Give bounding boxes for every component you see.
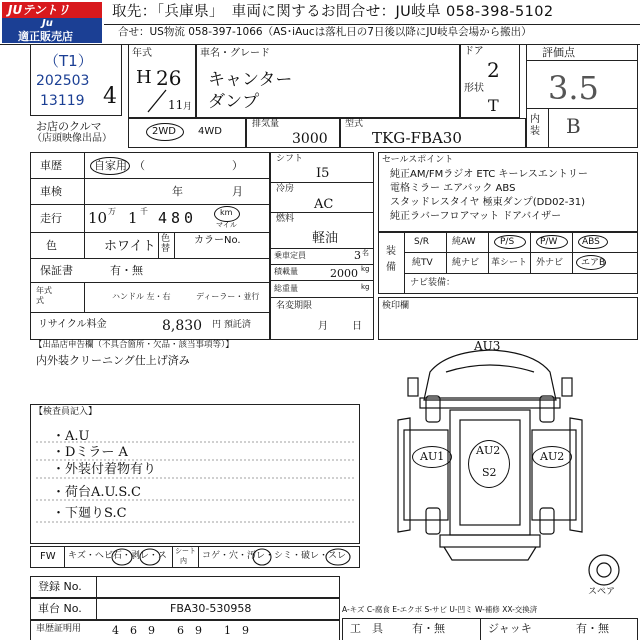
id-line3: 13119	[40, 93, 85, 109]
mileage-value1: 10	[88, 209, 108, 227]
history-paren-close: ）	[232, 159, 243, 172]
name-change-month: 月	[318, 321, 328, 332]
load-unit: kg	[361, 265, 370, 273]
equip-nav-label: ナビ装備：	[410, 278, 456, 288]
mileage-value3: 480	[158, 209, 198, 227]
interior-value: B	[566, 114, 581, 138]
equipment-label: 装備	[386, 246, 396, 273]
year-era: H	[136, 67, 152, 88]
spare-label: スペア	[588, 587, 616, 597]
capacity-label: 乗車定員	[274, 251, 306, 260]
color-label: 色	[46, 239, 57, 252]
load-label: 積載量	[274, 267, 298, 276]
shape-label: 形状	[464, 83, 484, 94]
checker-label: 検印欄	[382, 301, 410, 311]
equip-ps: P/S	[500, 237, 515, 247]
chassis-label: 車台 No.	[38, 602, 82, 615]
history-value: 自家用	[94, 159, 127, 172]
transmission-label: シフト	[276, 154, 304, 164]
inspector-line-1: ・A.U	[52, 429, 90, 444]
fuel-label: 燃料	[276, 214, 295, 224]
mileage-unit-km: km	[220, 208, 233, 217]
equip-tv: 純TV	[412, 258, 433, 268]
ac-label: 冷房	[276, 184, 295, 194]
mileage-man: 万	[108, 207, 116, 216]
name-line1: キャンター	[208, 70, 293, 90]
warranty-value: 有・無	[110, 264, 143, 277]
shape-value: T	[488, 96, 499, 115]
id-line2: 202503	[36, 73, 90, 89]
name-change-day: 日	[352, 321, 362, 332]
inspector-line-4: ・荷台A.U.S.C	[52, 485, 141, 500]
color-no-label: カラーNo.	[194, 235, 241, 246]
year-label: 年式	[132, 48, 152, 59]
equip-leather: 革シート	[491, 258, 528, 268]
inspection-month: 月	[232, 185, 243, 198]
logo-mid-text: Ju	[42, 18, 53, 29]
grade-label: 評価点	[542, 46, 575, 59]
equip-abs: ABS	[582, 237, 600, 247]
mark-center2: S2	[482, 466, 497, 479]
capacity-value: 3	[354, 249, 361, 262]
mark-center1: AU2	[476, 444, 501, 457]
tools-label: 工 具	[350, 622, 383, 635]
tools-value: 有・無	[412, 622, 445, 635]
history-paren-open: （	[134, 159, 145, 172]
color-change-label: 色替	[161, 234, 171, 254]
history-label: 車歴	[40, 159, 62, 172]
mark-left: AU1	[420, 450, 445, 463]
fuel-value: 軽油	[312, 231, 339, 246]
legend-text: A-キズ C-腐食 E-エクボ S-サビ U-凹ミ W-補修 XX-交換済	[342, 605, 538, 614]
id-line1: （T1）	[44, 52, 93, 70]
registration-label: 登録 No.	[38, 580, 82, 593]
sales-line-2: 電格ミラー エアバック ABS	[390, 183, 516, 194]
notes-text: 内外装クリーニング仕上げ済み	[36, 354, 190, 367]
year-month: 11	[168, 98, 184, 112]
dealer-text: ディーラー・並行	[196, 292, 260, 301]
warranty-label: 保証書	[40, 264, 73, 277]
doors-label: ドア	[464, 46, 484, 57]
equip-aw: 純AW	[452, 237, 476, 247]
color-value: ホワイト	[104, 239, 156, 254]
equip-pw: P/W	[540, 237, 558, 247]
strip-seat2: 内	[180, 557, 187, 565]
inspector-label: 【検査員記入】	[34, 407, 98, 417]
cert-digits: 4 6 9 6 9 1 9	[112, 624, 249, 637]
doors-value: 2	[487, 58, 500, 82]
logo-top-text: JUテントリ	[8, 3, 70, 17]
inspection-label: 車検	[40, 185, 62, 198]
gross-unit: kg	[361, 283, 370, 291]
displacement-label: 排気量	[252, 119, 280, 129]
sales-line-3: スタッドレスタイヤ 極東ダンプ(DD02-31)	[390, 197, 586, 208]
recycle-value: 8,830	[162, 318, 203, 334]
inspector-line-2: ・Dミラー A	[52, 445, 128, 460]
header-line1: 取先：「兵庫県」 車両に関するお問合せ：JU岐阜 058-398-5102	[112, 4, 554, 20]
store-label2: （店頭映像出品）	[32, 133, 112, 144]
displacement-value: 3000	[292, 131, 328, 147]
name-label: 車名・グレード	[200, 48, 270, 59]
equip-sr: S/R	[414, 237, 429, 247]
cert-label: 車歴証明用	[36, 624, 82, 634]
transmission-value: I5	[316, 166, 330, 181]
year-month-unit: 月	[183, 102, 193, 112]
jack-label: ジャッキ	[488, 622, 532, 635]
name-change-label: 名変期限	[276, 301, 313, 311]
logo-bottom-text: 適正販売店	[18, 30, 73, 43]
gross-label: 総重量	[274, 284, 298, 293]
header-line2: 合せ：US物流 058-397-1066（AS･iAucは落札日の7日後以降にJU岐阜会場から搬出）	[118, 26, 532, 38]
id-digit: 4	[103, 84, 117, 109]
equip-ext-navi: 外ナビ	[536, 258, 564, 268]
strip-text1: キズ・ヘビ石・剥レ・ス	[68, 551, 167, 561]
handle-text: ハンドル 左・右	[112, 292, 171, 301]
jack-value: 有・無	[576, 622, 609, 635]
mark-top: AU3	[474, 339, 501, 353]
grade-value: 3.5	[548, 69, 599, 107]
strip-seat1: シート	[175, 547, 196, 555]
sales-line-4: 純正ラバーフロアマット ドアバイザー	[390, 211, 562, 222]
inspection-year: 年	[172, 185, 183, 198]
recycle-label: リサイクル料金	[38, 319, 107, 330]
equip-airbag: エアB	[581, 258, 606, 268]
drive-opt2: 4WD	[198, 126, 222, 137]
drive-opt1: 2WD	[152, 126, 176, 137]
year-type-sub: 式	[36, 296, 44, 305]
model-label: 型式	[345, 119, 364, 129]
load-value: 2000	[330, 267, 358, 280]
interior-label: 内装	[530, 114, 540, 137]
mileage-value2: 1	[128, 209, 138, 227]
year-type-label: 年式	[36, 286, 52, 295]
chassis-value: FBA30-530958	[170, 602, 252, 615]
inspector-line-3: ・外装付着物有り	[52, 462, 157, 477]
store-label1: お店のクルマ	[36, 120, 102, 133]
strip-text2: コゲ・穴・汚レ・シミ・破レ・スレ	[202, 551, 347, 561]
mileage-label: 走行	[40, 212, 62, 225]
mileage-unit-mile: マイル	[216, 221, 237, 229]
sales-label: セールスポイント	[382, 155, 454, 165]
strip-fw: FW	[40, 551, 56, 562]
capacity-unit: 名	[362, 249, 369, 257]
notes-label: 【出品店申告欄（不具合箇所・欠品・該当事項等）】	[34, 340, 234, 350]
mileage-sen: 千	[140, 207, 148, 216]
equip-navi: 純ナビ	[452, 258, 480, 268]
model-value: TKG-FBA30	[372, 129, 462, 147]
mark-right: AU2	[540, 450, 565, 463]
year-value: 26	[156, 66, 182, 90]
recycle-unit: 円 預託済	[212, 320, 251, 330]
name-line2: ダンプ	[208, 92, 260, 112]
sales-line-1: 純正AM/FMラジオ ETC キーレスエントリー	[390, 169, 588, 180]
ac-value: AC	[314, 197, 334, 212]
inspector-line-5: ・下廻りS.C	[52, 506, 127, 521]
